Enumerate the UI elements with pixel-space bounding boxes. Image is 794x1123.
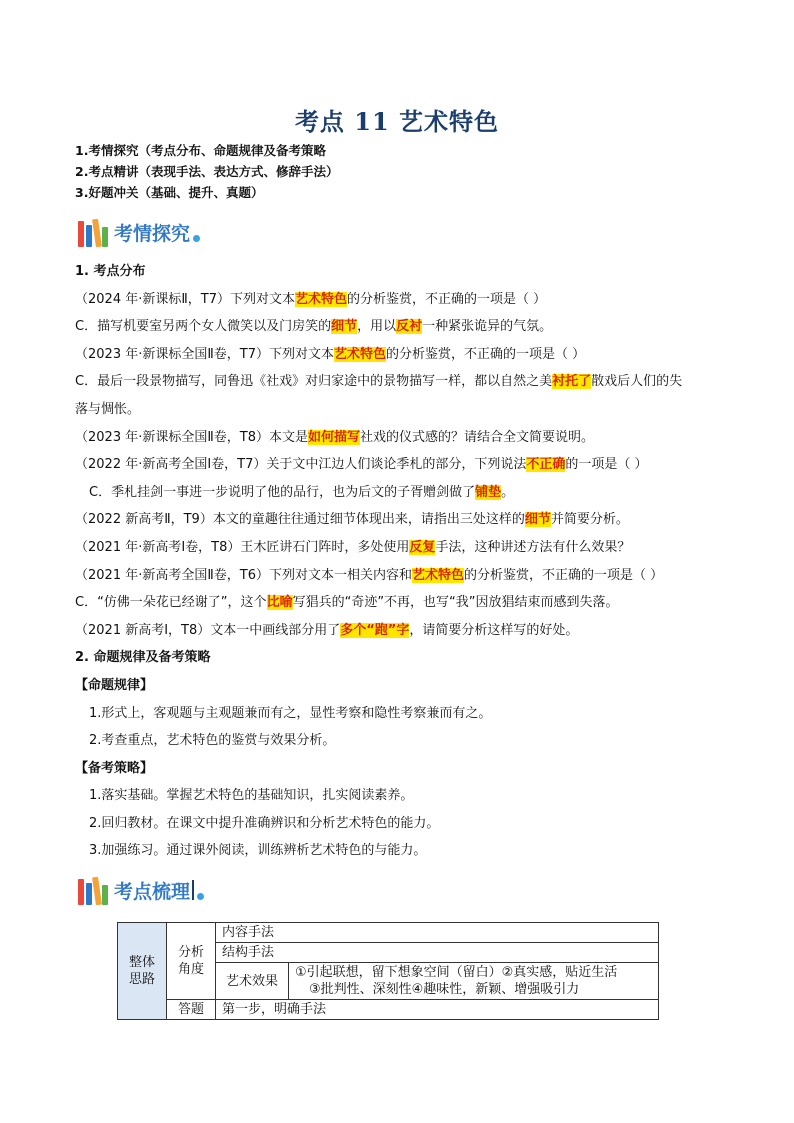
line-text: 的分析鉴赏，不正确的一项是（ ）	[346, 291, 547, 307]
key-points-table	[117, 922, 659, 1020]
highlighted-term: 细节	[331, 319, 358, 335]
highlighted-term: 艺术特色	[333, 346, 386, 362]
line-text: 。	[501, 484, 515, 500]
rule-title: 【命题规律】	[75, 677, 154, 693]
table-cell: 结构手法	[216, 943, 659, 963]
line-text: （2024 年·新课标Ⅱ，T7）下列对文本	[75, 291, 295, 307]
line-text: 的一项是（ ）	[565, 457, 648, 473]
line-text: 写猖兵的“奇迹”不再，也写“我”因放猖结束而感到失落。	[292, 595, 619, 611]
line-text: （2021 新高考Ⅰ，T8）文本一中画线部分用了	[75, 622, 341, 638]
line-text: 散戏后人们的失	[591, 374, 683, 390]
rule-item: 1.形式上，客观题与主观题兼而有之，显性考察和隐性考察兼而有之。	[89, 705, 492, 721]
exam-item-line	[75, 534, 730, 562]
exam-item-line	[75, 424, 730, 452]
table-cell-answer-label: 答题	[167, 1000, 216, 1020]
exam-item-line	[75, 451, 730, 479]
highlighted-term: 铺垫	[475, 484, 502, 500]
art-effect-line: ③批判性、深刻性④趣味性，新颖、增强吸引力	[309, 982, 580, 997]
section-heading: 1. 考点分布	[75, 264, 146, 279]
line-text: 并简要分析。	[550, 512, 629, 528]
main-content	[75, 258, 730, 865]
exam-item-line	[75, 617, 730, 645]
table-cell: 内容手法	[216, 923, 659, 943]
strategy-item: 3.加强练习。通过课外阅读，训练辨析艺术特色的与能力。	[89, 843, 427, 859]
art-effect-line: ①引起联想，留下想象空间（留白）②真实感，贴近生活	[295, 965, 618, 980]
books-icon	[78, 875, 110, 905]
highlighted-term: 不正确	[526, 457, 566, 473]
line-text: （2022 新高考Ⅱ，T9）本文的童趣往往通过细节体现出来，请指出三处这样的	[75, 512, 525, 528]
line-text: C．季札挂剑一事进一步说明了他的品行，也为后文的子胥赠剑做了	[89, 484, 476, 500]
rule-item: 2.考查重点，艺术特色的鉴赏与效果分析。	[89, 733, 336, 749]
toc-item: 1.考情探究（考点分布、命题规律及备考策略	[75, 143, 326, 158]
exam-item-line	[75, 313, 730, 341]
table-cell-angle: 分析 角度	[167, 923, 216, 1000]
exam-item-line	[75, 506, 730, 534]
toc-item: 3.好题冲关（基础、提升、真题）	[75, 185, 264, 200]
highlighted-term: 艺术特色	[294, 291, 347, 307]
exam-item-line	[75, 286, 730, 314]
line-text: 社戏的仪式感的？请结合全文简要说明。	[359, 429, 594, 445]
exam-item-line	[75, 589, 730, 617]
exam-item-line	[75, 396, 730, 424]
line-text: 的分析鉴赏，不正确的一项是（ ）	[385, 346, 586, 362]
line-text: 手法，这种讲述方法有什么效果？	[435, 539, 631, 555]
toc-item: 2.考点精讲（表现手法、表达方式、修辞手法）	[75, 164, 339, 179]
strategy-title: 【备考策略】	[75, 760, 154, 776]
highlighted-term: 反复	[409, 539, 436, 555]
line-text: ，用以	[357, 319, 397, 335]
strategy-item: 2.回归教材。在课文中提升准确辨识和分析艺术特色的能力。	[89, 815, 440, 831]
strategy-item: 1.落实基础。掌握艺术特色的基础知识，扎实阅读素养。	[89, 788, 414, 804]
line-text: C．“仿佛一朵花已经谢了”，这个	[75, 595, 267, 611]
highlighted-term: 细节	[524, 512, 551, 528]
line-text: （2021 年·新高考Ⅰ卷，T8）王木匠讲石门阵时，多处使用	[75, 539, 410, 555]
highlighted-term: 如何描写	[307, 429, 360, 445]
exam-item-line	[75, 368, 730, 396]
banner-text: 考点梳理	[114, 880, 191, 903]
highlighted-term: 衬托了	[552, 374, 592, 390]
page-title: 考点 11 艺术特色	[294, 107, 500, 136]
line-text: （2023 年·新课标全国Ⅱ卷，T8）本文是	[75, 429, 308, 445]
table-cell-overall: 整体 思路	[118, 923, 167, 1020]
line-text: C．最后一段景物描写，同鲁迅《社戏》对归家途中的景物描写一样，都以自然之美	[75, 374, 553, 390]
text-cursor	[192, 880, 194, 900]
table-cell-answer: 第一步，明确手法	[216, 1000, 659, 1020]
section-banner-key-points	[78, 872, 204, 908]
banner-text: 考情探究	[114, 222, 191, 245]
highlighted-term: 艺术特色	[411, 567, 464, 583]
line-text: 一种紧张诡异的气氛。	[422, 319, 553, 335]
line-text: 的分析鉴赏，不正确的一项是（ ）	[463, 567, 664, 583]
highlighted-term: 反衬	[396, 319, 423, 335]
line-text: C．描写机要室另两个女人微笑以及门房笑的	[75, 319, 332, 335]
exam-item-line	[75, 341, 730, 369]
section-banner-exam-analysis	[78, 214, 200, 250]
highlighted-term: 比喻	[266, 595, 293, 611]
books-icon	[78, 217, 110, 247]
line-text: （2021 年·新高考全国Ⅱ卷，T6）下列对文本一相关内容和	[75, 567, 412, 583]
dot-icon	[197, 893, 204, 900]
exam-item-line	[75, 479, 730, 507]
line-text: （2022 年·新高考全国Ⅰ卷，T7）关于文中江边人们谈论季札的部分，下列说法	[75, 457, 527, 473]
table-cell-art-effects	[289, 963, 659, 1000]
line-text: ，请简要分析这样写的好处。	[409, 622, 579, 638]
exam-item-line	[75, 562, 730, 590]
section-heading: 2. 命题规律及备考策略	[75, 650, 211, 666]
dot-icon	[193, 235, 200, 242]
table-cell-art-label: 艺术效果	[216, 963, 289, 1000]
exam-distribution-list	[75, 286, 730, 645]
line-text: 落与惆怅。	[75, 401, 141, 417]
highlighted-term: 多个“跑”字	[340, 622, 410, 638]
line-text: （2023 年·新课标全国Ⅱ卷，T7）下列对文本	[75, 346, 334, 362]
table-of-contents	[75, 140, 338, 203]
